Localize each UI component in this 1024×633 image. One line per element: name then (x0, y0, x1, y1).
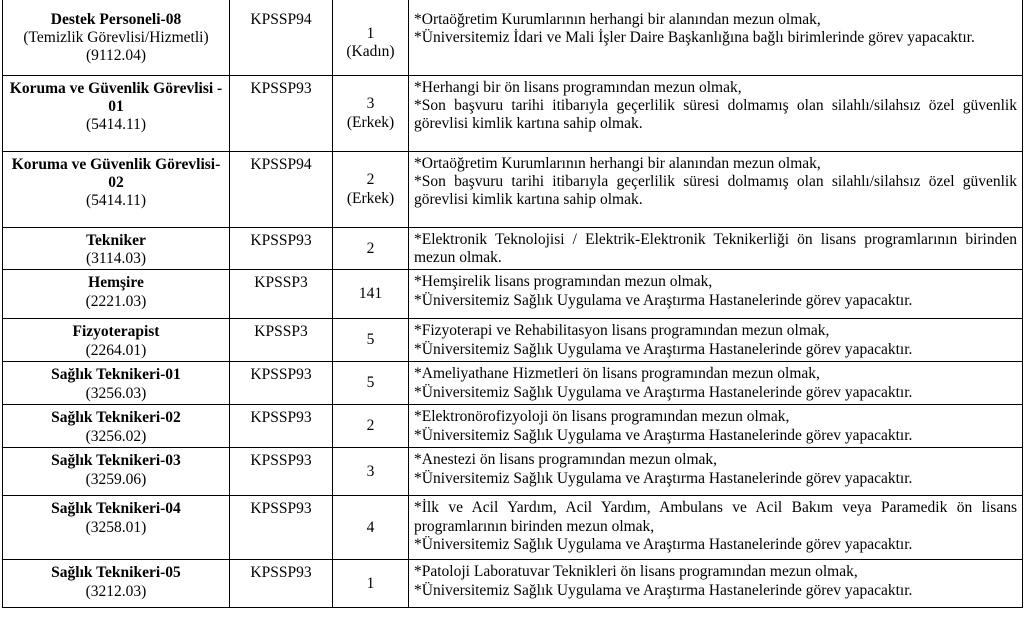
position-code: (3256.02) (85, 427, 147, 445)
position-count: 141 (358, 285, 383, 303)
position-cell (3, 362, 230, 405)
requirement-line: *Üniversitemiz Sağlık Uygulama ve Araştırma Hastanelerinde görev yapacaktır. (414, 291, 913, 309)
position-cell (3, 448, 230, 496)
requirements-cell (409, 496, 1023, 560)
position-cell (3, 270, 230, 319)
position-count: 5 (366, 374, 375, 392)
position-code: (3256.03) (85, 384, 147, 402)
position-count: 1 (366, 24, 375, 42)
count-cell (333, 496, 409, 560)
gender-label: (Erkek) (346, 113, 395, 131)
requirement-line: *Hemşirelik lisans programından mezun olmak, (414, 273, 713, 291)
position-cell (3, 228, 230, 270)
position-cell (3, 405, 230, 448)
count-cell (333, 319, 409, 362)
position-count: 5 (366, 331, 375, 349)
requirement-line: *Son başvuru tarihi itibarıyla geçerlilik süresi dolmamış olan silahlı/silahsız özel güvenlik görevlisi kimlik kartına sahip olmak. (414, 97, 1017, 133)
position-code: (9112.04) (85, 47, 147, 65)
position-count: 3 (366, 462, 375, 480)
requirements-cell (409, 560, 1023, 608)
requirement-line: *Üniversitemiz Sağlık Uygulama ve Araştırma Hastanelerinde görev yapacaktır. (414, 469, 913, 487)
kpss-cell: KPSSP93 (230, 448, 333, 496)
count-cell (333, 228, 409, 270)
position-count: 2 (366, 417, 375, 435)
position-cell (3, 560, 230, 608)
requirements-cell (409, 405, 1023, 448)
position-cell (3, 319, 230, 362)
table-row (3, 0, 1023, 76)
gender-label: (Erkek) (346, 189, 395, 207)
position-title: Hemşire (88, 274, 144, 292)
requirement-line: *Üniversitemiz İdari ve Mali İşler Daire Başkanlığına bağlı birimlerinde görev yapacaktır. (414, 29, 975, 47)
table-row (3, 319, 1023, 362)
positions-table (2, 0, 1023, 608)
requirement-line: *Elektronik Teknolojisi / Elektrik-Elektronik Teknikerliği ön lisans programlarının birinden mezun olmak. (414, 231, 1017, 267)
kpss-cell: KPSSP3 (230, 270, 333, 319)
position-title: Fizyoterapist (72, 323, 160, 341)
position-count: 3 (366, 95, 375, 113)
requirements-cell (409, 228, 1023, 270)
positions-table-body (3, 0, 1023, 608)
table-row (3, 448, 1023, 496)
position-count: 2 (366, 171, 375, 189)
position-subtitle: (Temizlik Görevlisi/Hizmetli) (23, 29, 209, 47)
requirement-line: *Üniversitemiz Sağlık Uygulama ve Araştırma Hastanelerinde görev yapacaktır. (414, 581, 913, 599)
table-row (3, 362, 1023, 405)
requirement-line: *Ortaöğretim Kurumlarının herhangi bir alanından mezun olmak, (414, 155, 821, 172)
position-count: 2 (366, 239, 375, 257)
table-row (3, 496, 1023, 560)
requirement-line: *Üniversitemiz Sağlık Uygulama ve Araştırma Hastanelerinde görev yapacaktır. (414, 426, 913, 444)
position-cell (3, 76, 230, 152)
kpss-cell: KPSSP3 (230, 319, 333, 362)
count-cell (333, 270, 409, 319)
kpss-cell: KPSSP94 (230, 0, 333, 76)
gender-label: (Kadın) (346, 43, 395, 60)
position-title: Sağlık Teknikeri-01 (51, 366, 181, 384)
kpss-cell: KPSSP93 (230, 496, 333, 560)
kpss-cell: KPSSP93 (230, 362, 333, 405)
requirement-line: *Elektronörofizyoloji ön lisans programından mezun olmak, (414, 408, 790, 426)
table-row (3, 560, 1023, 608)
requirement-line: *Son başvuru tarihi itibarıyla geçerlilik süresi dolmamış olan silahlı/silahsız özel güvenlik görevlisi kimlik kartına sahip olmak. (414, 173, 1017, 209)
kpss-cell: KPSSP94 (230, 152, 333, 228)
requirements-cell (409, 152, 1023, 228)
position-count: 4 (366, 518, 375, 536)
count-cell (333, 560, 409, 608)
requirements-cell (409, 76, 1023, 152)
position-code: (5414.11) (85, 116, 147, 134)
position-title: Sağlık Teknikeri-02 (51, 409, 181, 427)
position-title: Sağlık Teknikeri-03 (51, 452, 181, 470)
table-row (3, 270, 1023, 319)
requirement-line: *İlk ve Acil Yardım, Acil Yardım, Ambulans ve Acil Bakım veya Paramedik ön lisans programlarının birinden mezun olmak, (414, 499, 1017, 535)
position-code: (5414.11) (85, 192, 147, 210)
count-cell (333, 448, 409, 496)
position-cell (3, 0, 230, 76)
requirement-line: *Herhangi bir ön lisans programından mezun olmak, (414, 79, 742, 96)
table-row (3, 152, 1023, 228)
requirement-line: *Üniversitemiz Sağlık Uygulama ve Araştırma Hastanelerinde görev yapacaktır. (414, 340, 913, 358)
position-title: Sağlık Teknikeri-05 (51, 564, 181, 582)
count-cell (333, 76, 409, 152)
position-title: Koruma ve Güvenlik Görevlisi- 02 (11, 156, 221, 192)
count-cell (333, 152, 409, 228)
position-code: (3212.03) (85, 582, 147, 600)
table-row (3, 76, 1023, 152)
position-code: (2264.01) (85, 341, 147, 359)
position-title: Sağlık Teknikeri-04 (51, 500, 181, 518)
kpss-cell: KPSSP93 (230, 228, 333, 270)
requirement-line: *Üniversitemiz Sağlık Uygulama ve Araştırma Hastanelerinde görev yapacaktır. (414, 535, 913, 553)
requirements-cell (409, 0, 1023, 76)
position-code: (2221.03) (85, 292, 147, 310)
kpss-cell: KPSSP93 (230, 76, 333, 152)
table-row (3, 405, 1023, 448)
position-title: Tekniker (86, 232, 146, 249)
requirement-line: *Üniversitemiz Sağlık Uygulama ve Araştırma Hastanelerinde görev yapacaktır. (414, 383, 913, 401)
requirements-cell (409, 270, 1023, 319)
requirements-cell (409, 448, 1023, 496)
count-cell (333, 405, 409, 448)
position-count: 1 (366, 574, 375, 592)
position-title: Koruma ve Güvenlik Görevlisi - 01 (9, 80, 223, 116)
table-row (3, 228, 1023, 270)
requirements-cell (409, 319, 1023, 362)
position-code: (3259.06) (85, 470, 147, 488)
requirements-cell (409, 362, 1023, 405)
requirement-line: *Ortaöğretim Kurumlarının herhangi bir alanından mezun olmak, (414, 11, 821, 28)
count-cell (333, 362, 409, 405)
kpss-cell: KPSSP93 (230, 560, 333, 608)
count-cell (333, 0, 409, 76)
position-title: Destek Personeli-08 (50, 11, 182, 28)
requirement-line: *Fizyoterapi ve Rehabilitasyon lisans programından mezun olmak, (414, 322, 830, 340)
requirement-line: *Patoloji Laboratuvar Teknikleri ön lisans programından mezun olmak, (414, 563, 858, 581)
position-code: (3258.01) (85, 518, 147, 536)
position-cell (3, 152, 230, 228)
position-cell (3, 496, 230, 560)
requirement-line: *Anestezi ön lisans programından mezun olmak, (414, 451, 718, 469)
requirement-line: *Ameliyathane Hizmetleri ön lisans programından mezun olmak, (414, 365, 820, 383)
position-code: (3114.03) (85, 250, 147, 268)
kpss-cell: KPSSP93 (230, 405, 333, 448)
